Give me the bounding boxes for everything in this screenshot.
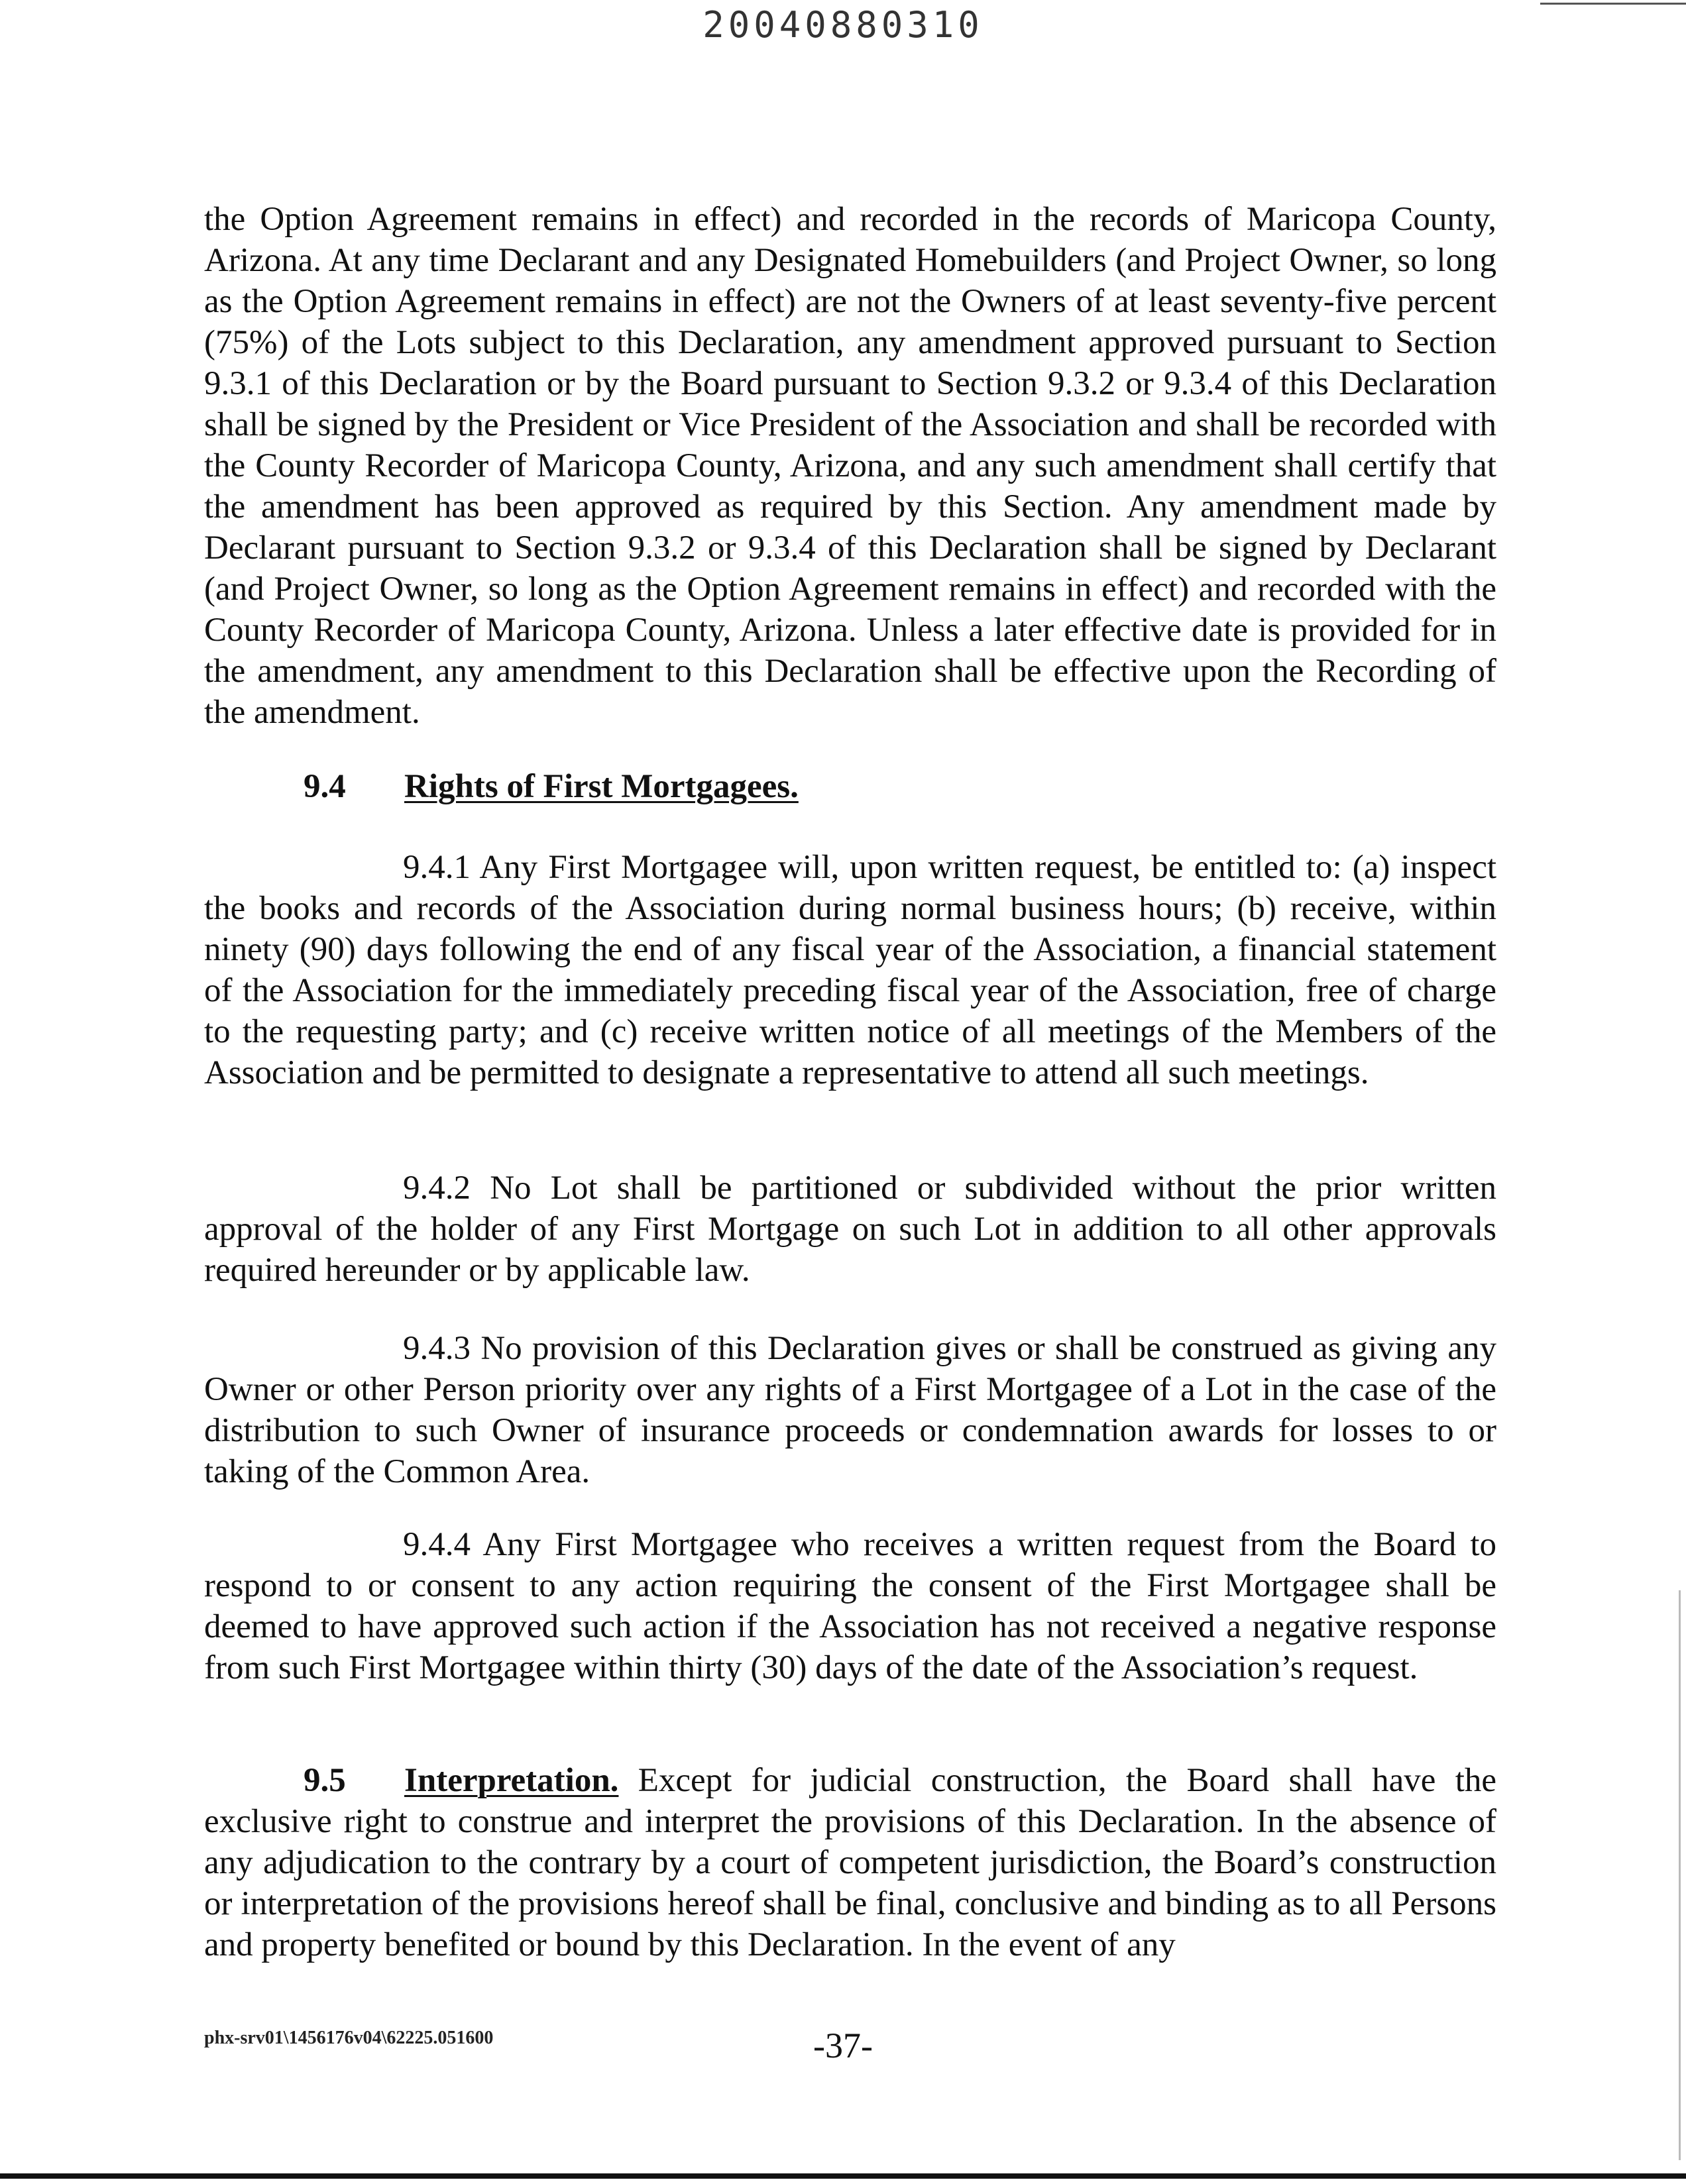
scan-edge-line xyxy=(1679,1590,1681,2160)
section-text-9-5: Except for judicial construction, the Board shall have the exclusive right to construe and interpret the provisions of this Declaration. In the absence of any adjudication to the contrary by a court of competent jurisdiction, the Board’s construction or interpretation of the provisions hereof shall be final, conclusive and binding as to all Persons and property benefited or bound by this Declaration. In the event of any xyxy=(204,1762,1497,1963)
paragraph-continuation: the Option Agreement remains in effect) and recorded in the records of Maricopa County, Arizona. At any time Declarant and any Designated Homebuilders (and Project Owner, so long as the Option Agreement remains in effect) are not the Owners of at least seventy-five percent (75%) of the Lots subject to this Declaration, any amendment approved pursuant to Section 9.3.1 of this Declaration or by the Board pursuant to Section 9.3.2 or 9.3.4 of this Declaration shall be signed by the President or Vice President of the Association and shall be recorded with the County Recorder of Maricopa County, Arizona, and any such amendment shall certify that the amendment has been approved as required by this Section. Any amendment made by Declarant pursuant to Section 9.3.2 or 9.3.4 of this Declaration shall be signed by Declarant (and Project Owner, so long as the Option Agreement remains in effect) and recorded with the County Recorder of Maricopa County, Arizona. Unless a later effective date is provided for in the amendment, any amendment to this Declaration shall be effective upon the Recording of the amendment. xyxy=(204,201,1496,731)
paragraph-9-4-1: 9.4.1 Any First Mortgagee will, upon written request, be entitled to: (a) inspect the books and records of the Association during normal business hours; (b) receive, within ninety (90) days following the end of any fiscal year of the Association, a financial statement of the Association for the immediately preceding fiscal year of the Association, free of charge to the requesting party; and (c) receive written notice of all meetings of the Members of the Association and be permitted to designate a representative to attend all such meetings. xyxy=(204,849,1496,1091)
section-title-9-5: Interpretation. xyxy=(404,1762,619,1799)
document-recording-number: 20040880310 xyxy=(702,4,984,46)
paragraph-9-4-4: 9.4.4 Any First Mortgagee who receives a written request from the Board to respond to or consent to any action requiring the consent of the First Mortgagee shall be deemed to have approved such action if the Association has not received a negative response from such First Mortgagee within thirty (30) days of the date of the Association’s request. xyxy=(204,1526,1496,1686)
paragraph-9-4-2: 9.4.2 No Lot shall be partitioned or subdivided without the prior written approval of the holder of any First Mortgage on such Lot in addition to all other approvals required hereunder or by applicable law. xyxy=(204,1170,1496,1289)
paragraph-9-5 xyxy=(204,1760,1496,1965)
bottom-edge-rule xyxy=(0,2173,1686,2179)
paragraph-9-4-3: 9.4.3 No provision of this Declaration gives or shall be construed as giving any Owner or other Person priority over any rights of a First Mortgagee of a Lot in the case of the distribution to such Owner of insurance proceeds or condemnation awards for losses to or taking of the Common Area. xyxy=(204,1330,1496,1490)
section-title-9-4: Rights of First Mortgagees. xyxy=(404,768,799,805)
section-number-9-4: 9.4 xyxy=(304,768,346,805)
page-number: -37- xyxy=(813,2026,873,2065)
section-heading-9-4 xyxy=(304,766,799,807)
footer-document-path: phx-srv01\1456176v04\62225.051600 xyxy=(204,2028,494,2048)
section-number-9-5: 9.5 xyxy=(304,1762,346,1799)
